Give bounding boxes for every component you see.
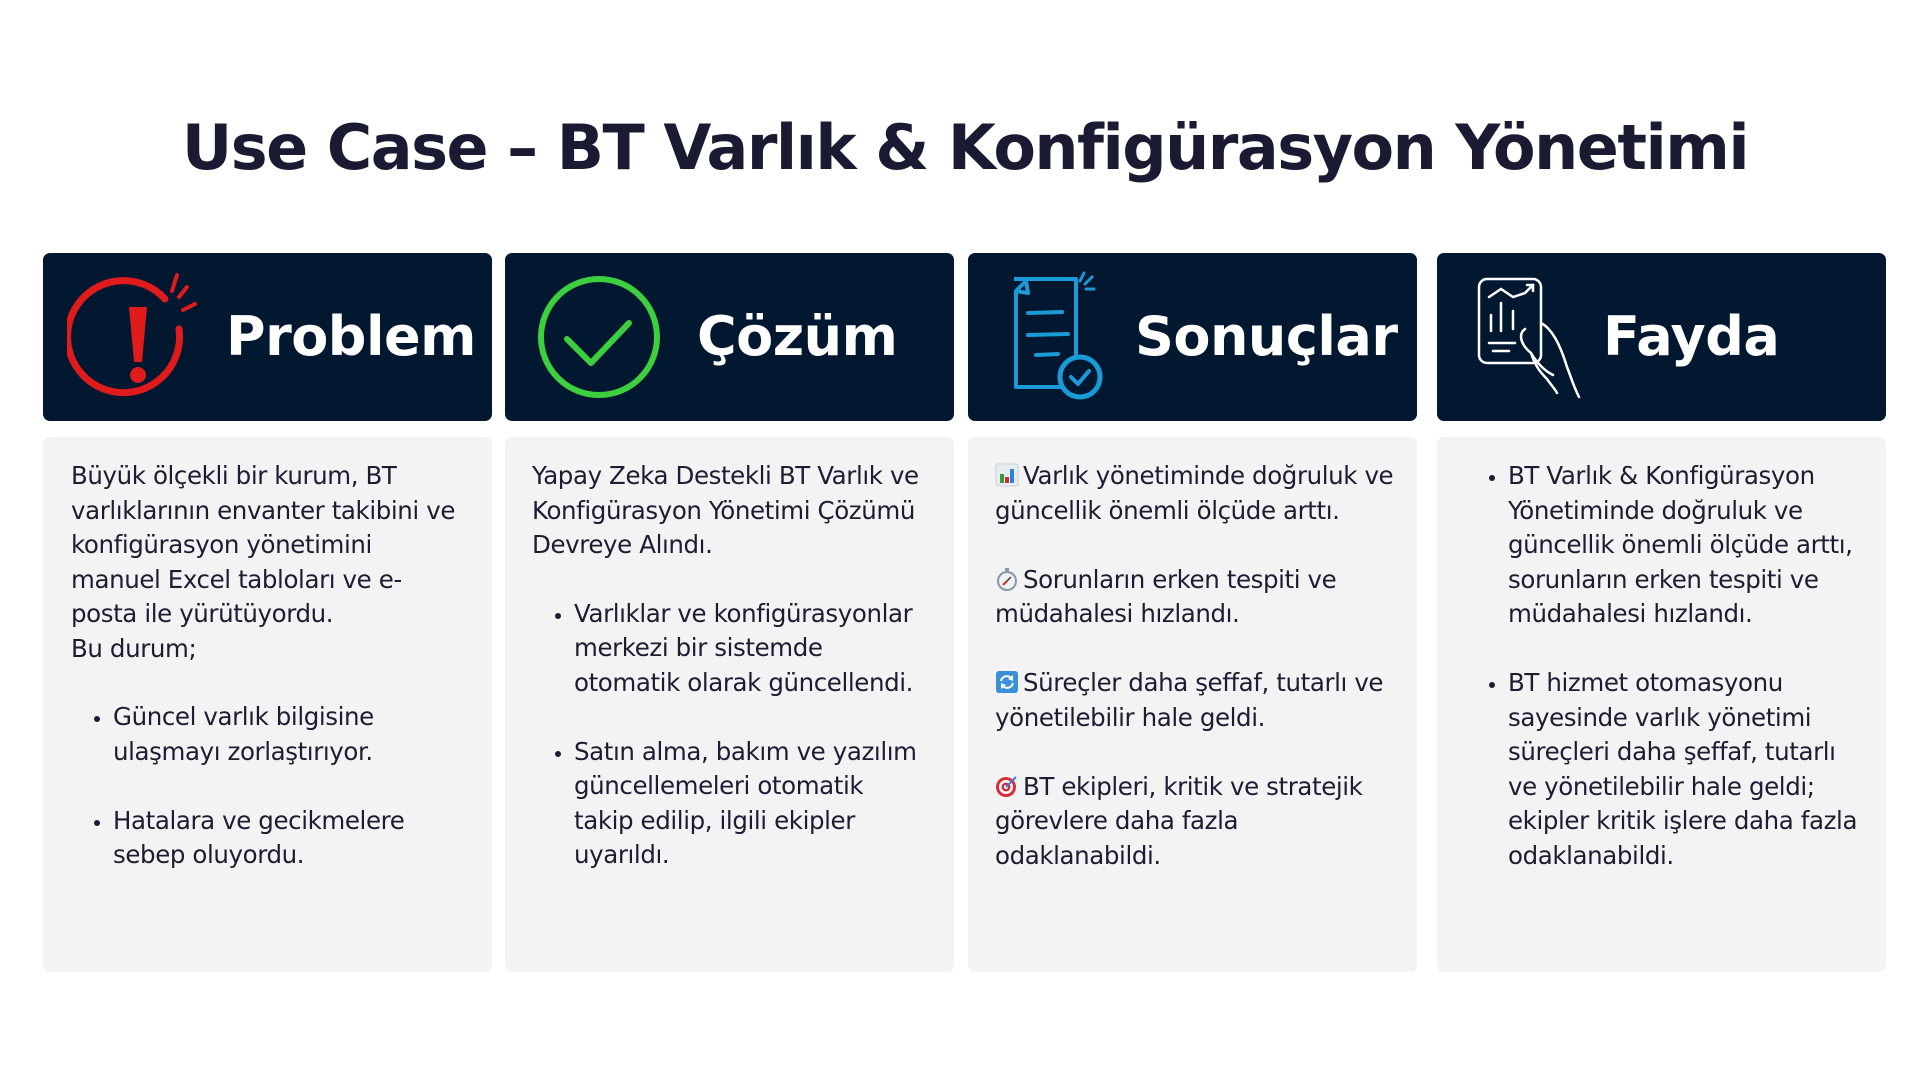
benefit-header (1437, 253, 1886, 421)
list-item: • BT hizmet otomasyonu sayesinde varlık yönetimi süreçleri daha şeffaf, tutarlı ve yönetilebilir hale geldi; ekipler kritik işlere daha fazla odaklanabildi. (1508, 666, 1858, 873)
results-card (968, 253, 1417, 972)
list-item: • Hatalara ve gecikmelere sebep oluyordu. (113, 804, 464, 873)
benefit-bullets (1465, 459, 1858, 873)
solution-body (505, 437, 954, 972)
problem-header (43, 253, 492, 421)
results-header (968, 253, 1417, 421)
result-item: BT ekipleri, kritik ve stratejik görevlere daha fazla odaklanabildi. (995, 771, 1363, 870)
stopwatch-icon (995, 567, 1019, 591)
result-item: Süreçler daha şeffaf, tutarlı ve yönetilebilir hale geldi. (995, 668, 1384, 732)
bar-chart-icon (995, 463, 1019, 487)
page-title: Use Case – BT Varlık & Konfigürasyon Yönetimi (181, 111, 1749, 184)
solution-bullets (532, 597, 926, 873)
result-item: Sorunların erken tespiti ve müdahalesi hızlandı. (995, 564, 1337, 628)
list-item: • BT Varlık & Konfigürasyon Yönetiminde doğruluk ve güncellik önemli ölçüde arttı, sorunların erken tespiti ve müdahalesi hızlandı. (1508, 459, 1858, 632)
list-item: • Satın alma, bakım ve yazılım güncellemeleri otomatik takip edilip, ilgili ekipler uyarıldı. (574, 735, 926, 873)
benefit-header-label: Fayda (1603, 305, 1780, 368)
results-header-label: Sonuçlar (1135, 305, 1398, 368)
problem-body (43, 437, 492, 972)
benefit-card (1437, 253, 1886, 972)
list-item: • Varlıklar ve konfigürasyonlar merkezi bir sistemde otomatik olarak güncellendi. (574, 597, 926, 701)
check-circle-icon (529, 267, 669, 407)
tablet-chart-hand-icon (1461, 267, 1601, 407)
problem-intro-lead: Bu durum; (71, 633, 197, 663)
results-body (968, 437, 1417, 972)
problem-card (43, 253, 492, 972)
solution-card (505, 253, 954, 972)
solution-intro: Yapay Zeka Destekli BT Varlık ve Konfigürasyon Yönetimi Çözümü Devreye Alındı. (532, 461, 919, 559)
problem-intro: Büyük ölçekli bir kurum, BT varlıklarının envanter takibini ve konfigürasyon yönetimini manuel Excel tabloları ve e-posta ile yürütüyordu. (71, 461, 455, 628)
problem-bullets (71, 700, 464, 873)
list-item: • Güncel varlık bilgisine ulaşmayı zorlaştırıyor. (113, 700, 464, 769)
problem-header-label: Problem (226, 305, 476, 368)
result-item: Varlık yönetiminde doğruluk ve güncellik önemli ölçüde arttı. (995, 461, 1394, 525)
refresh-icon (995, 670, 1019, 694)
document-check-icon (992, 267, 1132, 407)
solution-header-label: Çözüm (697, 305, 898, 368)
benefit-body (1437, 437, 1886, 972)
target-icon (995, 774, 1019, 798)
alert-circle-icon (67, 267, 207, 407)
solution-header (505, 253, 954, 421)
